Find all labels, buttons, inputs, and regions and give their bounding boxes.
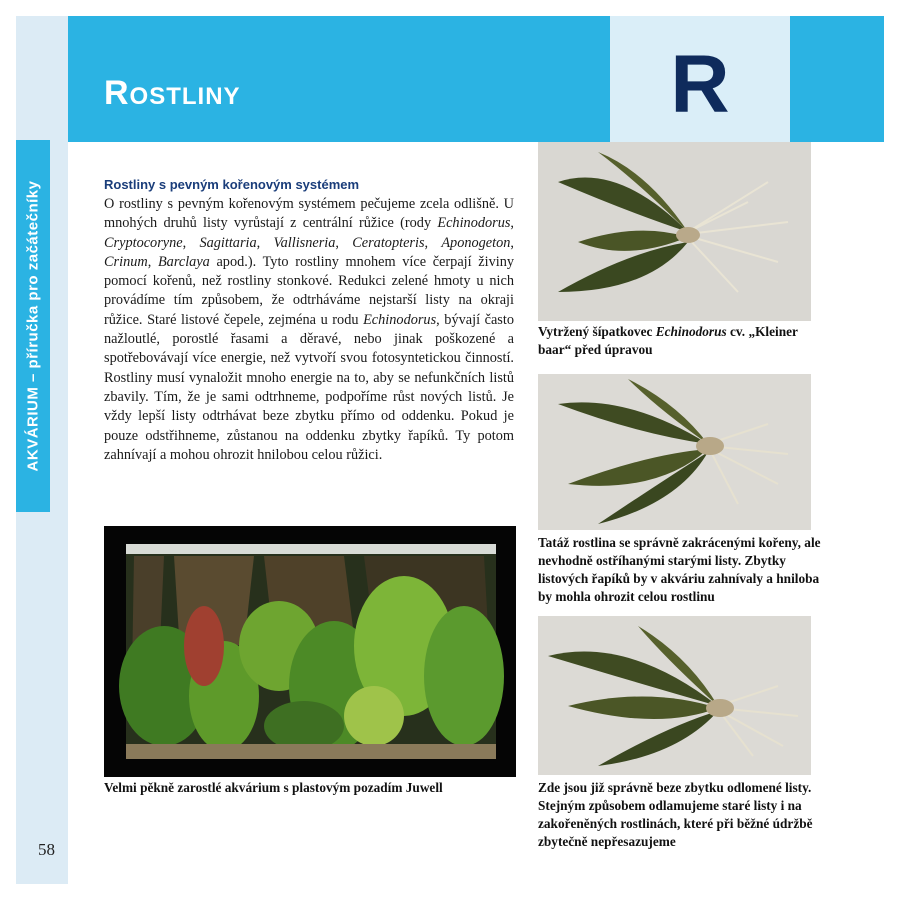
chapter-letter: R: [670, 39, 730, 130]
plant-caption-trimmed-roots: Tatáž rostlina se správně zakrácenými kořeny, ale nevhodně ostříhanými starými listy. Zbytky listových řapíků by v akváriu zahnívaly a hniloba by mohla ohrozit celou rostlinu: [538, 535, 821, 604]
book-title-vertical: AKVÁRIUM – příručka pro začátečníky: [24, 180, 42, 472]
plant-caption-correct: Zde jsou již správně beze zbytku odlomené listy. Stejným způsobem odlamujeme staré listy i na zakořeněných rostlinách, které při běžné údržbě zbytečně nepřesazujeme: [538, 780, 813, 849]
aquarium-photo: [104, 526, 516, 777]
section-heading: Rostliny s pevným kořenovým systémem: [104, 177, 360, 192]
plant-photo-trimmed-roots: [538, 374, 811, 530]
page-number: 58: [38, 840, 55, 859]
aquarium-caption: Velmi pěkně zarostlé akvárium s plastovým pozadím Juwell: [104, 780, 443, 795]
body-paragraph: O rostliny s pevným kořenovým systémem pečujeme zcela odlišně. U mnohých druhů listy vyrůstají z centrální růžice (rody Echinodorus, Cryptocoryne, Sagittaria, Vallisneria, Ceratopteris, Aponogeton, Crinum, Barclaya apod.). Tyto rostliny mnohem více čerpají živiny pomocí kořenů, než rostliny stonkové. Redukci zelené hmoty u nich provádíme tím způsobem, že odtrháváme nejstarší listy na okraji růžice. Staré listové čepele, zejména u rodu Echinodorus, bývají často nažloutlé, porostlé řasami a děravé, nebo jinak poškozené a spotřebovávají více energie, než vytvoří svou fotosyntetickou činností. Rostliny musí vynaložit mnoho energie na to, aby se nefunkčních listů zbavily. Tím, že je sami odtrhneme, podpoříme růst nových listů. Je vždy lepší listy odtrhávat beze zbytku přímo od oddenku. Pokud je pouze odstřihneme, zůstanou na oddenku zbytky řapíků. Ty potom zahnívají a mohou ohrozit hnilobou celou růžici.: [104, 196, 514, 463]
chapter-title: Rostliny: [104, 74, 241, 112]
plant-photo-correct: [538, 616, 811, 775]
plant-caption-before: Vytržený šípatkovec Echinodorus cv. „Kleiner baar“ před úpravou: [538, 324, 798, 357]
plant-photo-before: [538, 142, 811, 321]
